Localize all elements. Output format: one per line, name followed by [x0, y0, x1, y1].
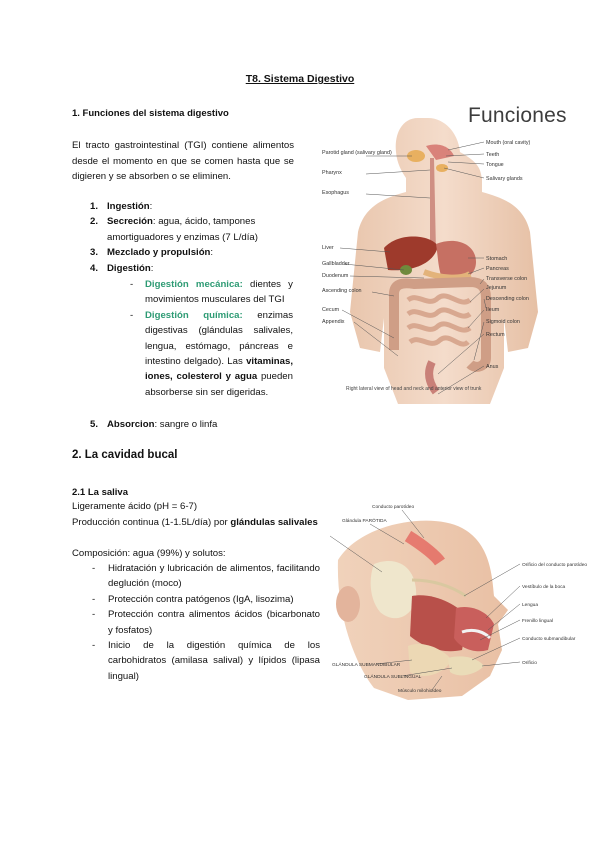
list-item: 2. Secreción: agua, ácido, tampones amortiguadores y enzimas (7 L/día): [90, 216, 258, 243]
label-descending-colon: Descending colon: [486, 296, 529, 302]
label-duodenum: Duodenum: [322, 273, 349, 279]
document-title: T8. Sistema Digestivo: [245, 73, 355, 85]
label-appendix: Appendix: [322, 319, 345, 325]
list-item: - Hidratación y lubricación de alimentos, facilitando deglución (moco): [92, 563, 320, 590]
list-item: - Protección contra alimentos ácidos (bicarbonato y fosfatos): [92, 609, 320, 636]
figure1-caption: Right lateral view of head and neck and anterior view of trunk: [346, 386, 482, 392]
ear-shape: [336, 586, 360, 622]
list-item: 4. Digestión:: [90, 262, 154, 274]
label-sigmoid: Sigmoid colon: [486, 319, 520, 325]
label-rectum: Rectum: [486, 332, 505, 338]
label-pancreas: Pancreas: [486, 266, 509, 272]
functions-list: [90, 199, 300, 276]
saliva-composition: Composición: agua (99%) y solutos:: [72, 548, 226, 559]
label-liver: Liver: [322, 245, 334, 251]
label-transverse-colon: Transverse colon: [486, 276, 528, 282]
label-milohioideo: Músculo milohioideo: [398, 689, 442, 694]
label-conducto-submandibular: Conducto submandibular: [522, 637, 576, 642]
list-item: - Inicio de la digestión química de los carbohidratos (amilasa salival) y lípidos (lipasa lingual): [92, 640, 320, 682]
section1-intro: El tracto gastrointestinal (TGI) contiene alimentos desde el momento en que se comen hasta que se digieren y se absorben o se eliminen.: [72, 140, 294, 182]
label-gallbladder: Gallbladder: [322, 261, 350, 267]
label-teeth: Teeth: [486, 152, 500, 158]
salivary-glands-figure: [312, 500, 588, 712]
label-cecum: Cecum: [322, 307, 340, 313]
section1-heading: 1. Funciones del sistema digestivo: [72, 108, 229, 119]
label-frenillo: Frenillo lingual: [522, 619, 553, 624]
list-item: 1. Ingestión:: [90, 201, 153, 212]
label-orificio: Orificio: [522, 661, 537, 666]
digestive-system-figure: [320, 112, 568, 404]
label-jejunum: Jejunum: [486, 285, 507, 291]
label-tongue: Tongue: [486, 162, 504, 168]
list-item: - Digestión química: enzimas digestivas (glándulas salivales, lengua, estómago, páncreas e intestino delgado). Las vitaminas, iones, colesterol y agua pueden absorberse sin ser digeridas.: [130, 309, 293, 398]
digestion-sublist: [130, 277, 293, 400]
list-item: 3. Mezclado y propulsión:: [90, 247, 214, 259]
label-anus: Anus: [486, 364, 499, 370]
label-orificio-conducto: Orificio del conducto parotídeo: [522, 563, 588, 568]
label-submandibular: GLÁNDULA SUBMANDIBULAR: [332, 663, 401, 668]
saliva-ph: Ligeramente ácido (pH = 6-7): [72, 501, 198, 512]
label-glandula-parotida: Glándula PARÓTIDA: [342, 519, 387, 524]
label-lengua: Lengua: [522, 603, 539, 608]
label-stomach: Stomach: [486, 256, 508, 262]
label-sublingual: GLÁNDULA SUBLINGUAL: [364, 675, 422, 680]
list-item: - Protección contra patógenos (IgA, lisozima): [92, 593, 294, 605]
label-conducto-parotideo: Conducto parotídeo: [372, 505, 415, 510]
list-item: 5. Absorcion: sangre o linfa: [90, 419, 218, 430]
label-ascending-colon: Ascending colon: [322, 288, 362, 294]
label-parotid: Parotid gland (salivary gland): [322, 150, 392, 156]
saliva-production: Producción continua (1-1.5L/día) por glándulas salivales: [72, 517, 318, 528]
salivary-shape: [436, 164, 448, 172]
label-esophagus: Esophagus: [322, 190, 349, 196]
figure1-heading: Funciones: [468, 104, 567, 127]
label-ileum: Ileum: [486, 307, 500, 313]
label-vestibulo: Vestíbulo de la boca: [522, 585, 566, 590]
section2-heading: 2. La cavidad bucal: [72, 449, 178, 461]
saliva-bullets: [92, 561, 320, 684]
saliva-heading: 2.1 La saliva: [72, 487, 128, 498]
label-mouth: Mouth (oral cavity): [486, 140, 531, 146]
label-pharynx: Pharynx: [322, 170, 342, 176]
label-salivary: Salivary glands: [486, 176, 523, 182]
functions-list-cont: [90, 417, 300, 432]
list-item: - Digestión mecánica: dientes y movimientos musculares del TGI: [130, 279, 293, 306]
